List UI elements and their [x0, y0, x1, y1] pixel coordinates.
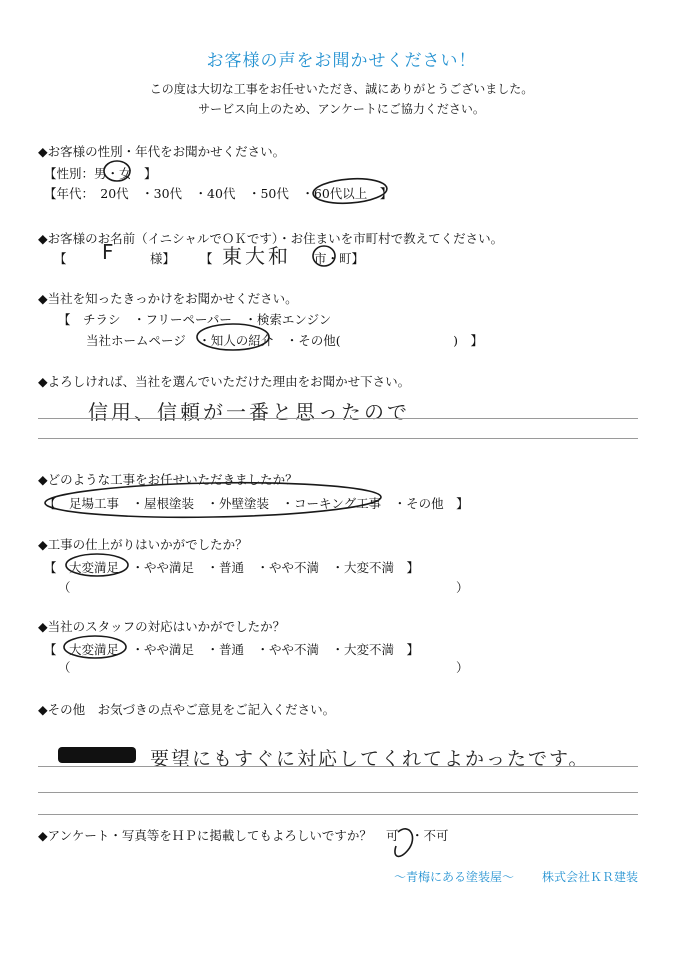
circle-source-mark: [197, 324, 269, 350]
other-answer: 要望にもすぐに対応してくれてよかったです。: [150, 748, 590, 770]
gender-options: 【性別：男・女 】: [44, 166, 157, 181]
circle-gender-mark: [104, 161, 130, 181]
question-staff: ◆当社のスタッフの対応はいかがでしたか？: [38, 619, 286, 634]
footer-company: 株式会社ＫＲ建装: [542, 870, 639, 884]
question-gender-age: ◆お客様の性別・年代をお聞かせください。: [38, 144, 286, 159]
source-options-1: 【 チラシ ・フリーペーパー ・検索エンジン: [58, 312, 332, 327]
name-bracket-open: 【: [54, 251, 67, 266]
circle-publish-mark: [395, 829, 413, 857]
question-name: ◆お客様のお名前（イニシャルでＯＫです）・お住まいを市町村で教えてください。: [38, 231, 504, 246]
question-publish: ◆アンケート・写真等をＨＰに掲載してもよろしいですか？: [38, 828, 372, 843]
circle-staff-mark: [64, 636, 126, 658]
publish-options: 可 ・不可: [386, 828, 449, 843]
intro-line-1: この度は大切な工事をお任せいただき、誠にありがとうございました。: [149, 82, 534, 96]
survey-title: お客様の声をお聞かせください！: [206, 51, 477, 71]
circle-age-mark: [312, 176, 387, 205]
age-options: 【年代： 20代 ・30代 ・40代 ・50代 ・60代以上 】: [44, 186, 393, 201]
question-source: ◆当社を知ったきっかけをお聞かせください。: [38, 291, 298, 306]
redaction-block: [58, 747, 136, 763]
circle-work-mark: [45, 480, 382, 520]
finish-paren-close: ）: [456, 580, 469, 595]
circle-finish-mark: [66, 554, 128, 576]
name-answer: F: [102, 240, 117, 264]
finish-options: 【 大変満足 ・やや満足 ・普通 ・やや不満 ・大変不満 】: [44, 560, 420, 575]
city-answer: 東大和: [222, 244, 291, 268]
footer-shop: ～青梅にある塗装屋～: [394, 870, 515, 884]
question-work: ◆どのような工事をお任せいただきましたか？: [38, 472, 298, 487]
question-finish: ◆工事の仕上がりはいかがでしたか？: [38, 537, 248, 552]
question-reason: ◆よろしければ、当社を選んでいただけた理由をお聞かせ下さい。: [38, 374, 411, 389]
city-suffix: 市・町】: [314, 251, 365, 266]
staff-options: 【 大変満足 ・やや満足 ・普通 ・やや不満 ・大変不満 】: [44, 642, 420, 657]
intro-line-2: サービス向上のため、アンケートにご協力ください。: [198, 102, 485, 116]
circle-city-mark: [313, 246, 335, 266]
reason-answer: 信用、信頼が一番と思ったので: [88, 400, 410, 424]
finish-paren-open: （: [58, 580, 71, 595]
question-other: ◆その他 お気づきの点やご意見をご記入ください。: [38, 702, 336, 717]
source-options-2: 当社ホームページ ・知人の紹介 ・その他( ) 】: [86, 333, 484, 348]
staff-paren-close: ）: [456, 660, 469, 675]
city-bracket-open: 【: [200, 251, 213, 266]
work-options: 【 足場工事 ・屋根塗装 ・外壁塗装 ・コーキング工事 ・その他 】: [44, 496, 469, 511]
staff-paren-open: （: [58, 660, 71, 675]
name-sama: 様】: [150, 251, 176, 266]
